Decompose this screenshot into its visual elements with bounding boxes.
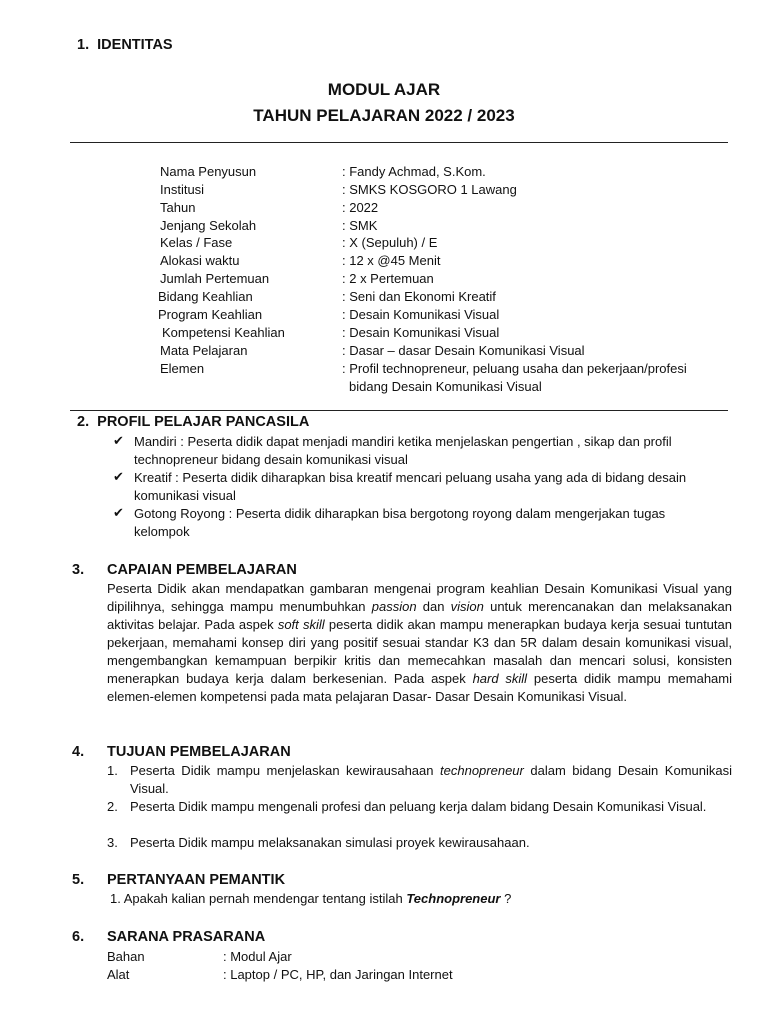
profil-item-mandiri [134,433,732,469]
section-4-number: 4. [72,744,85,760]
section-5-title: PERTANYAAN PEMANTIK [107,872,286,888]
identity-label: Mata Pelajaran [160,343,248,358]
tujuan-number: 1. [107,763,118,778]
profil-item-text-cont: kelompok [134,524,190,539]
tujuan-item [130,798,732,816]
identity-label: Kelas / Fase [160,235,233,250]
identity-label: Tahun [160,200,196,215]
profil-item-gotong-royong [134,505,732,541]
identity-value: : SMKS KOSGORO 1 Lawang [342,182,517,197]
pemantik-text: ? [500,891,512,906]
identity-value: : Seni dan Ekonomi Kreatif [342,289,496,304]
capaian-text: dan [416,599,451,614]
identity-value: : Profil technopreneur, peluang usaha dan pekerjaan/profesi [342,361,687,376]
identity-value: : Fandy Achmad, S.Kom. [342,164,486,179]
capaian-text: peserta didik mampu memahami elemen-elemen kompetensi pada mata pelajaran Dasar- Dasar Desain Komunikasi Visual. [107,671,732,704]
identity-value: : 2022 [342,200,379,215]
identity-value: : SMK [342,218,378,233]
tujuan-text: Peserta Didik mampu melaksanakan simulasi proyek kewirausahaan. [130,835,530,850]
divider-top [70,142,728,143]
checkmark-icon: ✔ [113,505,124,520]
identity-value: : X (Sepuluh) / E [342,235,438,250]
checkmark-icon: ✔ [113,433,124,448]
capaian-emphasis: hard skill [472,671,528,686]
sarana-value: : Laptop / PC, HP, dan Jaringan Internet [223,967,453,982]
section-6-title: SARANA PRASARANA [107,929,266,945]
checkmark-icon: ✔ [113,469,124,484]
identity-label: Program Keahlian [158,307,263,322]
capaian-emphasis: vision [450,599,484,614]
section-6-number: 6. [72,929,85,945]
divider-middle [70,410,728,411]
capaian-emphasis: soft skill [277,617,325,632]
tujuan-text: dalam bidang Desain Komunikasi Visual. [130,763,732,796]
tujuan-text: Peserta Didik mampu mengenali profesi dan peluang kerja dalam bidang Desain Komunikasi Visual. [130,799,707,814]
capaian-text: Peserta Didik akan mendapatkan gambaran mengenai program keahlian Desain Komunikasi Visual yang dipilihnya, sehingga mampu menumbuhkan [107,581,732,614]
identity-label: Jumlah Pertemuan [160,271,270,286]
section-1-number: 1. [77,37,90,53]
sarana-value: : Modul Ajar [223,949,292,964]
tujuan-item [130,834,732,852]
identity-value: : 12 x @45 Menit [342,253,441,268]
tujuan-item [130,762,732,798]
capaian-emphasis: passion [371,599,417,614]
identity-value: : Desain Komunikasi Visual [342,307,500,322]
identity-label: Bidang Keahlian [158,289,253,304]
capaian-text: untuk merencanakan dan melaksanakan aktivitas belajar. Pada aspek [107,599,732,632]
profil-item-text: Kreatif : Peserta didik diharapkan bisa kreatif mencari peluang usaha yang ada di bidang desain [134,470,687,485]
section-3-title: CAPAIAN PEMBELAJARAN [107,562,297,578]
section-1-title: IDENTITAS [97,37,173,53]
identity-label: Kompetensi Keahlian [162,325,285,340]
profil-item-kreatif [134,469,732,505]
sarana-label: Alat [107,967,130,982]
tujuan-number: 2. [107,799,118,814]
doc-title-line2: TAHUN PELAJARAN 2022 / 2023 [253,106,515,125]
section-5-number: 5. [72,872,85,888]
section-4-title: TUJUAN PEMBELAJARAN [107,744,291,760]
section-2-number: 2. [77,414,90,430]
pemantik-emphasis: Technopreneur [406,891,501,906]
capaian-paragraph [107,580,732,706]
identity-label: Institusi [160,182,205,197]
profil-item-text: Gotong Royong : Peserta didik diharapkan bisa bergotong royong dalam mengerjakan tugas [134,506,666,521]
identity-label: Jenjang Sekolah [160,218,257,233]
identity-label: Alokasi waktu [160,253,240,268]
tujuan-text: Peserta Didik mampu menjelaskan kewirausahaan [130,763,441,778]
pemantik-text: 1. Apakah kalian pernah mendengar tentang istilah [110,891,407,906]
section-3-number: 3. [72,562,85,578]
capaian-text: peserta didik akan mampu menerapkan budaya kerja sesuai tuntutan pekerjaan, memahami konsep diri yang positif sesuai standar K3 dan 5R dalam desain komunikasi visual, mengembangkan kemampuan berpikir kritis dan memecahkan masalah dan mencari solusi, konsisten menerapkan budaya kerja dalam berkesenian. Pada aspek [107,617,732,686]
sarana-label: Bahan [107,949,145,964]
pemantik-question [110,890,511,908]
identity-label: Nama Penyusun [160,164,257,179]
identity-value: : Dasar – dasar Desain Komunikasi Visual [342,343,585,358]
section-1-heading [77,37,173,53]
profil-item-text-cont: komunikasi visual [134,488,236,503]
identity-label: Elemen [160,361,205,376]
identity-value: : 2 x Pertemuan [342,271,434,286]
identity-value: : Desain Komunikasi Visual [342,325,500,340]
profil-item-text-cont: technopreneur bidang desain komunikasi visual [134,452,408,467]
tujuan-emphasis: technopreneur [440,763,524,778]
identity-elemen-continuation: bidang Desain Komunikasi Visual [349,379,542,394]
profil-item-text: Mandiri : Peserta didik dapat menjadi mandiri ketika menjelaskan pengertian , sikap dan profil [134,434,672,449]
doc-title-line1: MODUL AJAR [327,80,441,99]
tujuan-number: 3. [107,835,118,850]
section-2-heading [77,414,309,430]
section-2-title: PROFIL PELAJAR PANCASILA [97,414,310,430]
